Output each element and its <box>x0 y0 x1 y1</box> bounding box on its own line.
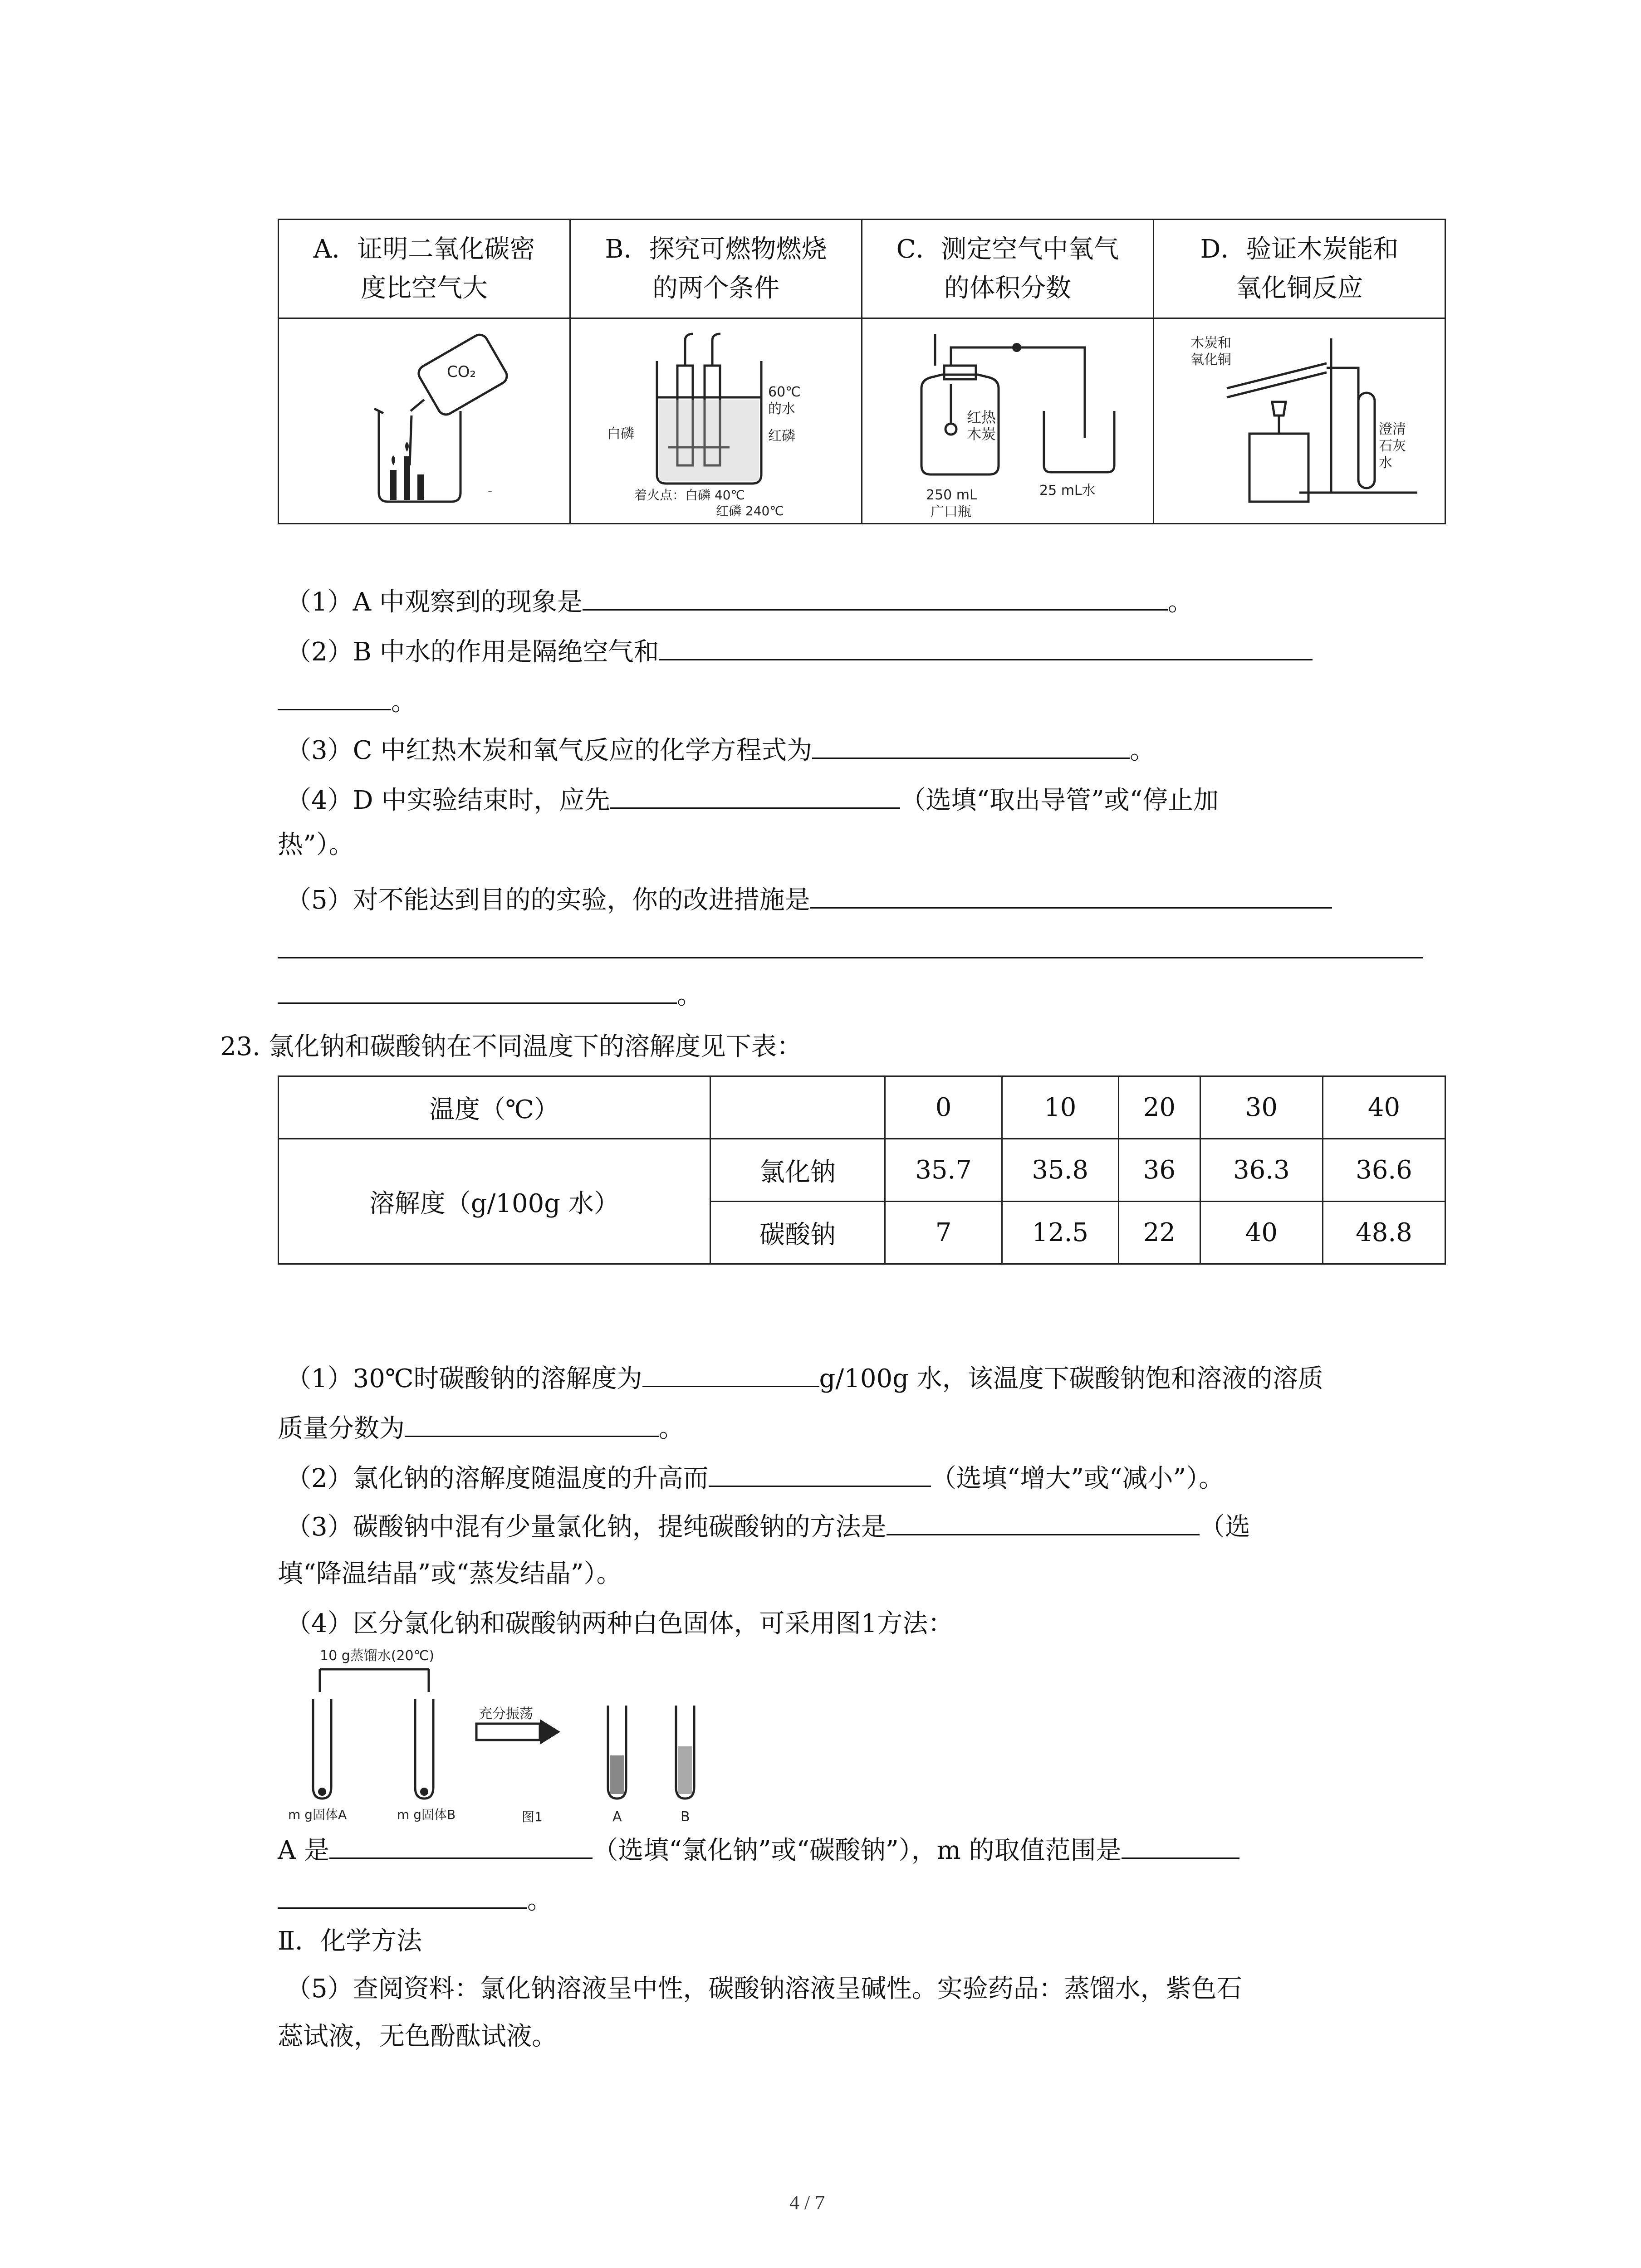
svg-text:木炭: 木炭 <box>967 425 996 443</box>
exp-c-picture <box>862 318 1154 524</box>
shake-label: 充分振荡 <box>479 1706 533 1722</box>
nacl-value: 36.6 <box>1323 1139 1445 1202</box>
svg-text:-: - <box>488 483 493 498</box>
tube-b-label: B <box>681 1809 690 1823</box>
svg-text:木炭和: 木炭和 <box>1190 335 1231 351</box>
nacl-value: 35.7 <box>885 1139 1002 1202</box>
q23-part1: （1）30℃时碳酸钠的溶解度为 g/100g 水，该温度下碳酸钠饱和溶液的溶质 <box>286 1359 1323 1397</box>
q22-answer2-blank[interactable] <box>659 632 1313 660</box>
combustion-beaker-illustration <box>580 320 852 520</box>
q23-part3: （3）碳酸钠中混有少量氯化钠，提纯碳酸钠的方法是 （选 <box>286 1507 1250 1545</box>
na2co3-value: 22 <box>1118 1202 1200 1264</box>
svg-text:的水: 的水 <box>768 401 795 417</box>
fig1-label: 图1 <box>522 1809 543 1823</box>
exp-a-picture <box>279 318 570 524</box>
exp-d-picture <box>1154 318 1445 524</box>
na2co3-value: 12.5 <box>1002 1202 1118 1264</box>
svg-text:250 mL: 250 mL <box>926 487 977 503</box>
solubility-table <box>278 1075 1446 1265</box>
svg-text:氧化铜: 氧化铜 <box>1190 352 1231 368</box>
solid-b-label: m g固体B <box>397 1807 456 1822</box>
svg-text:红磷 240℃: 红磷 240℃ <box>716 503 784 518</box>
co2-beaker-illustration <box>288 320 560 520</box>
svg-text:25 mL水: 25 mL水 <box>1039 483 1096 499</box>
page-number: 4 / 7 <box>789 2191 825 2214</box>
q22-answer2-blank-cont[interactable] <box>278 682 391 710</box>
svg-text:水: 水 <box>1379 455 1392 471</box>
q23-part5-line1: （5）查阅资料：氯化钠溶液呈中性，碳酸钠溶液呈碱性。实验药品：蒸馏水，紫色石 <box>286 1974 1242 2004</box>
tube-a-label: A <box>612 1809 622 1823</box>
exp-a-line1: A．证明二氧化碳密 <box>313 234 535 264</box>
exp-b-line2: 的两个条件 <box>652 273 779 303</box>
na2co3-value: 40 <box>1200 1202 1323 1264</box>
q23-answer4b-blank[interactable] <box>1122 1830 1239 1859</box>
q22-part4: （4）D 中实验结束时，应先 （选填“取出导管”或“停止加 <box>286 780 1219 819</box>
svg-text:着火点：白磷 40℃: 着火点：白磷 40℃ <box>634 488 745 503</box>
q23-part4-cont: 。 <box>278 1880 553 1919</box>
q23-answer1-blank[interactable] <box>642 1359 819 1387</box>
q22-answer5-blank-end[interactable] <box>278 975 677 1004</box>
exp-b-header <box>570 220 862 318</box>
q22-part5: （5）对不能达到目的的实验，你的改进措施是 <box>286 880 1332 919</box>
svg-text:红磷: 红磷 <box>768 428 795 444</box>
exp-c-header <box>862 220 1154 318</box>
q22-answer5-blank[interactable] <box>810 880 1332 909</box>
q23-part4-answer: A 是 （选填“氯化钠”或“碳酸钠”），m 的取值范围是 <box>278 1830 1239 1869</box>
figure1-dissolution <box>279 1642 733 1823</box>
temp-30: 30 <box>1200 1076 1323 1139</box>
q23-part1-cont: 质量分数为 。 <box>278 1408 684 1447</box>
exp-d-line1: D．验证木炭能和 <box>1200 234 1399 264</box>
exp-c-line1: C．测定空气中氧气 <box>896 234 1119 264</box>
co2-label: CO₂ <box>447 363 476 381</box>
na2co3-value: 48.8 <box>1323 1202 1445 1264</box>
solubility-row-label: 溶解度（g/100g 水） <box>279 1139 710 1264</box>
oxygen-measure-illustration <box>872 320 1144 520</box>
temp-40: 40 <box>1323 1076 1445 1139</box>
na2co3-label: 碳酸钠 <box>710 1202 885 1264</box>
temp-header: 温度（℃） <box>279 1076 710 1139</box>
q22-part2: （2）B 中水的作用是隔绝空气和 <box>286 632 1313 670</box>
q23-part5-line2: 蕊试液，无色酚酞试液。 <box>278 2022 557 2051</box>
exp-a-header <box>279 220 570 318</box>
q23-part4: （4）区分氯化钠和碳酸钠两种白色固体，可采用图1方法： <box>286 1609 954 1638</box>
q22-part4-cont: 热”）。 <box>278 830 354 860</box>
q23-intro: 23. 氯化钠和碳酸钠在不同温度下的溶解度见下表： <box>220 1032 802 1061</box>
q22-part5-cont: 。 <box>278 975 702 1014</box>
q22-answer5-line2[interactable] <box>278 957 1423 958</box>
q23-part3-cont: 填“降温结晶”或“蒸发结晶”）。 <box>278 1559 622 1589</box>
svg-text:澄清: 澄清 <box>1379 421 1406 437</box>
carbon-copper-oxide-illustration <box>1163 320 1435 520</box>
q23-answer3-blank[interactable] <box>887 1507 1200 1535</box>
q23-answer4a-blank[interactable] <box>329 1830 593 1859</box>
q22-answer3-blank[interactable] <box>812 730 1130 759</box>
water-label: 10 g蒸馏水(20℃) <box>320 1648 435 1664</box>
na2co3-value: 7 <box>885 1202 1002 1264</box>
experiment-table <box>278 219 1446 524</box>
q22-answer1-blank[interactable] <box>583 582 1168 611</box>
temp-0: 0 <box>885 1076 1002 1139</box>
q23-answer1b-blank[interactable] <box>405 1408 659 1437</box>
q22-answer4-blank[interactable] <box>610 780 900 809</box>
svg-text:白磷: 白磷 <box>607 426 634 442</box>
temp-10: 10 <box>1002 1076 1118 1139</box>
nacl-value: 35.8 <box>1002 1139 1118 1202</box>
temp-20: 20 <box>1118 1076 1200 1139</box>
svg-text:广口瓶: 广口瓶 <box>931 504 971 520</box>
svg-text:红热: 红热 <box>967 409 996 426</box>
solid-a-label: m g固体A <box>288 1807 347 1822</box>
exp-a-line2: 度比空气大 <box>361 273 488 303</box>
nacl-value: 36 <box>1118 1139 1200 1202</box>
blank-header <box>710 1076 885 1139</box>
exp-b-picture <box>570 318 862 524</box>
nacl-value: 36.3 <box>1200 1139 1323 1202</box>
q23-part2: （2）氯化钠的溶解度随温度的升高而 （选填“增大”或“减小”）。 <box>286 1458 1224 1497</box>
q23-answer2-blank[interactable] <box>709 1458 931 1487</box>
svg-text:60℃: 60℃ <box>768 384 801 400</box>
svg-text:石灰: 石灰 <box>1379 438 1406 454</box>
q23-answer4b-blank-cont[interactable] <box>278 1880 527 1909</box>
nacl-label: 氯化钠 <box>710 1139 885 1202</box>
exp-d-line2: 氧化铜反应 <box>1236 273 1363 303</box>
q22-part2-cont: 。 <box>278 682 416 720</box>
q22-part3: （3）C 中红热木炭和氧气反应的化学方程式为 。 <box>286 730 1155 769</box>
section-chemical-method: Ⅱ．化学方法 <box>278 1926 422 1956</box>
exp-c-line2: 的体积分数 <box>944 273 1071 303</box>
exp-d-header <box>1154 220 1445 318</box>
q22-part1: （1）A 中观察到的现象是 。 <box>286 582 1193 621</box>
exp-b-line1: B．探究可燃物燃烧 <box>605 234 827 264</box>
